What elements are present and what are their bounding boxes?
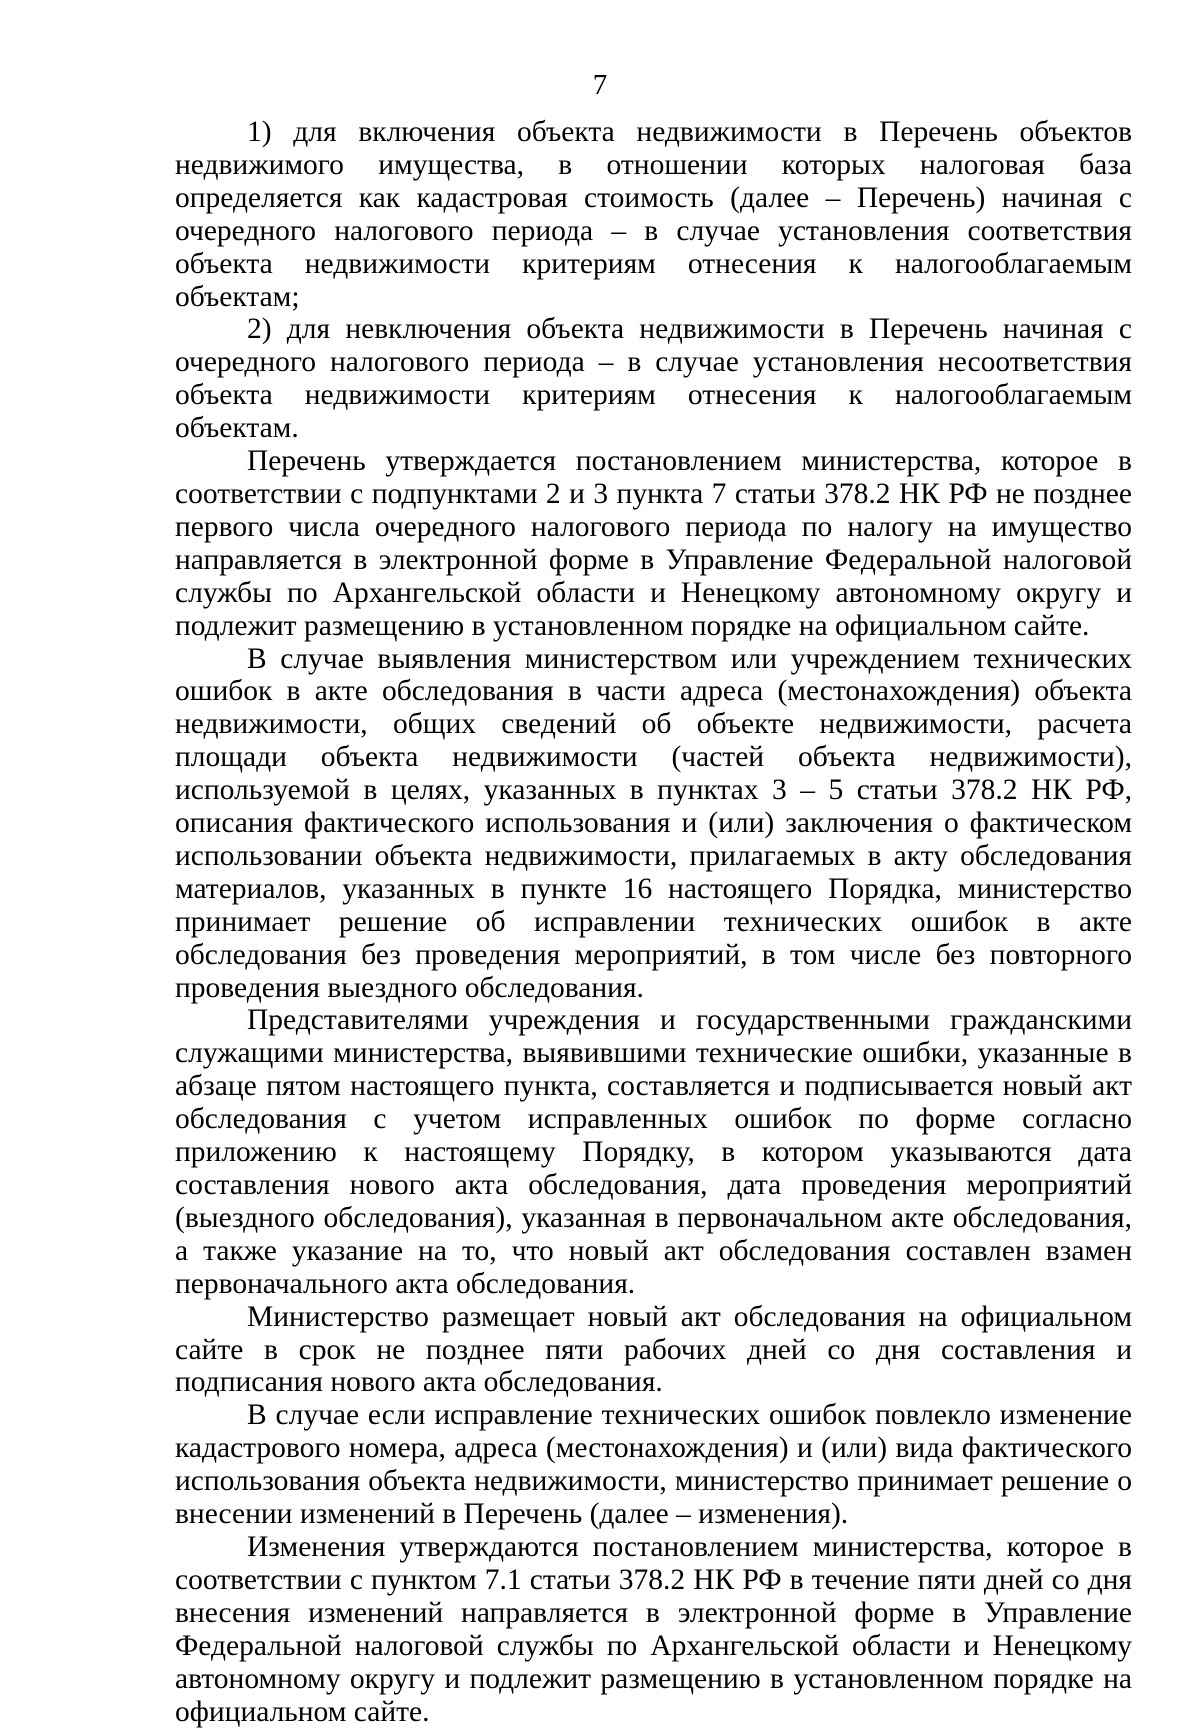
paragraph-item-2-non-inclusion: 2) для невключения объекта недвижимости в Перечень начиная с очередного налогового периода – в случае установления несоответствия объекта недвижимости критериям отнесения к налогооблагаемым объектам. <box>175 313 1132 445</box>
paragraph-technical-errors: В случае выявления министерством или учреждением технических ошибок в акте обследования в части адреса (местонахождения) объекта недвижимости, общих сведений об объекте недвижимости, расчета площади объекта недвижимости (частей объекта недвижимости), используемой в целях, указанных в пунктах 3 – 5 статьи 378.2 НК РФ, описания фактического использования и (или) заключения о фактическом использовании объекта недвижимости, прилагаемых в акту обследования материалов, указанных в пункте 16 настоящего Порядка, министерство принимает решение об исправлении технических ошибок в акте обследования без проведения мероприятий, в том числе без повторного проведения выездного обследования. <box>175 642 1132 1004</box>
paragraph-changes-approval: Изменения утверждаются постановлением министерства, которое в соответствии с пунктом 7.1 статьи 378.2 НК РФ в течение пяти дней со дня внесения изменений направляется в электронной форме в Управление Федеральной налоговой службы по Архангельской области и Ненецкому автономному округу и подлежит размещению в установленном порядке на официальном сайте. <box>175 1530 1132 1728</box>
paragraph-item-1-inclusion: 1) для включения объекта недвижимости в Перечень объектов недвижимого имущества, в отношении которых налоговая база определяется как кадастровая стоимость (далее – Перечень) начиная с очередного налогового периода – в случае установления соответствия объекта недвижимости критериям отнесения к налогооблагаемым объектам; <box>175 116 1132 313</box>
paragraph-list-changes: В случае если исправление технических ошибок повлекло изменение кадастрового номера, адреса (местонахождения) и (или) вида фактического использования объекта недвижимости, министерство принимает решение о внесении изменений в Перечень (далее – изменения). <box>175 1399 1132 1531</box>
document-body <box>175 116 1132 1728</box>
paragraph-list-approval: Перечень утверждается постановлением министерства, которое в соответствии с подпунктами 2 и 3 пункта 7 статьи 378.2 НК РФ не позднее первого числа очередного налогового периода по налогу на имущество направляется в электронной форме в Управление Федеральной налоговой службы по Архангельской области и Ненецкому автономному округу и подлежит размещению в установленном порядке на официальном сайте. <box>175 445 1132 642</box>
page-number: 7 <box>592 69 608 101</box>
paragraph-new-survey-act: Представителями учреждения и государственными гражданскими служащими министерства, выявившими технические ошибки, указанные в абзаце пятом настоящего пункта, составляется и подписывается новый акт обследования с учетом исправленных ошибок по форме согласно приложению к настоящему Порядку, в котором указываются дата составления нового акта обследования, дата проведения мероприятий (выездного обследования), указанная в первоначальном акте обследования, а также указание на то, что новый акт обследования составлен взамен первоначального акта обследования. <box>175 1004 1132 1300</box>
paragraph-publication: Министерство размещает новый акт обследования на официальном сайте в срок не позднее пяти рабочих дней со дня составления и подписания нового акта обследования. <box>175 1300 1132 1399</box>
